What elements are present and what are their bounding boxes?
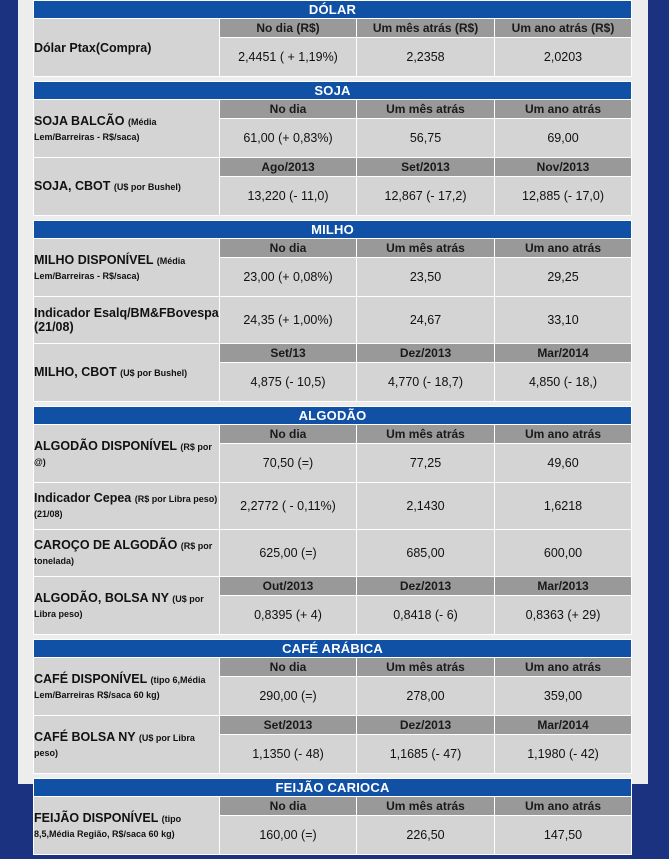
column-header-row bbox=[34, 158, 632, 177]
column-header-row bbox=[34, 658, 632, 677]
commodity-section bbox=[33, 778, 632, 855]
value-cell: 2,0203 bbox=[495, 38, 632, 77]
row-label-unit: (U$ por Bushel) bbox=[113, 182, 181, 192]
section-banner: ALGODÃO bbox=[34, 407, 632, 425]
page-body bbox=[18, 0, 648, 842]
column-header: Um ano atrás bbox=[495, 797, 632, 816]
column-header: Dez/2013 bbox=[357, 577, 495, 596]
column-header: Nov/2013 bbox=[495, 158, 632, 177]
value-cell: 1,6218 bbox=[495, 483, 632, 530]
section-banner: SOJA bbox=[34, 82, 632, 100]
value-cell: 2,1430 bbox=[357, 483, 495, 530]
column-header: Mar/2014 bbox=[495, 716, 632, 735]
right-blue-rail bbox=[648, 0, 669, 784]
value-cell: 1,1685 (- 47) bbox=[357, 735, 495, 774]
column-header: No dia bbox=[220, 100, 357, 119]
value-cell: 1,1980 (- 42) bbox=[495, 735, 632, 774]
column-header: Um ano atrás (R$) bbox=[495, 19, 632, 38]
row-label-name: FEIJÃO DISPONÍVEL bbox=[34, 810, 159, 825]
row-label bbox=[34, 530, 220, 577]
value-cell: 4,770 (- 18,7) bbox=[357, 363, 495, 402]
commodity-section bbox=[33, 639, 632, 774]
row-label-name: CAFÉ DISPONÍVEL bbox=[34, 671, 147, 686]
value-cell: 4,875 (- 10,5) bbox=[220, 363, 357, 402]
row-label-name: MILHO DISPONÍVEL bbox=[34, 252, 154, 267]
value-cell: 0,8363 (+ 29) bbox=[495, 596, 632, 635]
value-cell: 685,00 bbox=[357, 530, 495, 577]
value-cell: 77,25 bbox=[357, 444, 495, 483]
value-cell: 13,220 (- 11,0) bbox=[220, 177, 357, 216]
column-header-row bbox=[34, 716, 632, 735]
row-label bbox=[34, 716, 220, 774]
column-header: Um mês atrás bbox=[357, 239, 495, 258]
commodity-section bbox=[33, 220, 632, 402]
column-header: Um mês atrás bbox=[357, 797, 495, 816]
row-label-unit: (R$ por @) bbox=[34, 441, 212, 467]
row-label-unit: (U$ por Bushel) bbox=[120, 368, 188, 378]
value-cell: 226,50 bbox=[357, 816, 495, 855]
column-header: No dia bbox=[220, 239, 357, 258]
column-header: Um ano atrás bbox=[495, 100, 632, 119]
section-banner: MILHO bbox=[34, 221, 632, 239]
row-label-name: CAFÉ BOLSA NY bbox=[34, 729, 136, 744]
column-header: Ago/2013 bbox=[220, 158, 357, 177]
column-header: Dez/2013 bbox=[357, 716, 495, 735]
value-cell: 0,8418 (- 6) bbox=[357, 596, 495, 635]
value-cell: 0,8395 (+ 4) bbox=[220, 596, 357, 635]
column-header: Um ano atrás bbox=[495, 658, 632, 677]
value-cell: 359,00 bbox=[495, 677, 632, 716]
row-label-name: Indicador Cepea bbox=[34, 491, 132, 505]
column-header-row bbox=[34, 425, 632, 444]
value-cell: 290,00 (=) bbox=[220, 677, 357, 716]
value-cell: 56,75 bbox=[357, 119, 495, 158]
row-label-unit: (U$ por Libra peso) bbox=[34, 732, 195, 758]
row-label-unit: (tipo 8,5,Média Região, R$/saca 60 kg) bbox=[34, 813, 182, 839]
row-label bbox=[34, 483, 220, 530]
row-label bbox=[34, 658, 220, 716]
value-cell: 69,00 bbox=[495, 119, 632, 158]
row-label bbox=[34, 425, 220, 483]
commodity-section bbox=[33, 0, 632, 77]
column-header: Mar/2014 bbox=[495, 344, 632, 363]
row-label-name: MILHO, CBOT bbox=[34, 365, 117, 379]
column-header: Set/2013 bbox=[220, 716, 357, 735]
value-cell: 2,4451 ( + 1,19%) bbox=[220, 38, 357, 77]
value-cell: 61,00 (+ 0,83%) bbox=[220, 119, 357, 158]
value-cell: 278,00 bbox=[357, 677, 495, 716]
value-cell: 4,850 (- 18,) bbox=[495, 363, 632, 402]
column-header-row bbox=[34, 239, 632, 258]
column-header-row bbox=[34, 797, 632, 816]
section-banner: FEIJÃO CARIOCA bbox=[34, 779, 632, 797]
row-label bbox=[34, 19, 220, 77]
column-header: No dia bbox=[220, 797, 357, 816]
value-cell: 1,1350 (- 48) bbox=[220, 735, 357, 774]
value-cell: 23,00 (+ 0,08%) bbox=[220, 258, 357, 297]
value-cell: 147,50 bbox=[495, 816, 632, 855]
column-header: No dia (R$) bbox=[220, 19, 357, 38]
section-banner: DÓLAR bbox=[34, 1, 632, 19]
left-blue-rail bbox=[0, 0, 18, 784]
row-label bbox=[34, 297, 220, 344]
value-cell: 29,25 bbox=[495, 258, 632, 297]
row-label-unit: (R$ por tonelada) bbox=[34, 541, 213, 566]
column-header-row bbox=[34, 100, 632, 119]
value-cell: 49,60 bbox=[495, 444, 632, 483]
column-header: Um mês atrás (R$) bbox=[357, 19, 495, 38]
row-label bbox=[34, 100, 220, 158]
row-label-name: CAROÇO DE ALGODÃO bbox=[34, 538, 178, 552]
column-header-row bbox=[34, 19, 632, 38]
row-label-name: SOJA, CBOT bbox=[34, 179, 111, 193]
value-cell: 24,67 bbox=[357, 297, 495, 344]
row-label-unit: (tipo 6,Média Lem/Barreiras R$/saca 60 kg) bbox=[34, 674, 206, 700]
column-header: Out/2013 bbox=[220, 577, 357, 596]
quotes-content bbox=[33, 0, 631, 859]
value-cell: 2,2358 bbox=[357, 38, 495, 77]
value-cell: 600,00 bbox=[495, 530, 632, 577]
commodity-section bbox=[33, 81, 632, 216]
section-banner: CAFÉ ARÁBICA bbox=[34, 640, 632, 658]
value-cell: 70,50 (=) bbox=[220, 444, 357, 483]
column-header: No dia bbox=[220, 658, 357, 677]
column-header: Um mês atrás bbox=[357, 658, 495, 677]
row-label-unit: (Média Lem/Barreiras - R$/saca) bbox=[34, 116, 157, 142]
column-header-row bbox=[34, 344, 632, 363]
commodity-section bbox=[33, 406, 632, 635]
row-label bbox=[34, 797, 220, 855]
table-row bbox=[34, 530, 632, 577]
value-cell: 33,10 bbox=[495, 297, 632, 344]
value-cell: 12,885 (- 17,0) bbox=[495, 177, 632, 216]
row-label-name: Dólar Ptax(Compra) bbox=[34, 40, 152, 55]
column-header: Um mês atrás bbox=[357, 100, 495, 119]
row-label-name: ALGODÃO, BOLSA NY bbox=[34, 590, 169, 605]
row-label-name: Indicador Esalq/BM&FBovespa (21/08) bbox=[34, 306, 219, 334]
column-header: Mar/2013 bbox=[495, 577, 632, 596]
value-cell: 24,35 (+ 1,00%) bbox=[220, 297, 357, 344]
row-label-unit: (Média Lem/Barreiras - R$/saca) bbox=[34, 255, 186, 281]
column-header: Dez/2013 bbox=[357, 344, 495, 363]
column-header: No dia bbox=[220, 425, 357, 444]
row-label-unit: (R$ por Libra peso) (21/08) bbox=[34, 494, 218, 519]
row-label-name: SOJA BALCÃO bbox=[34, 113, 125, 128]
column-header: Um ano atrás bbox=[495, 239, 632, 258]
column-header: Set/13 bbox=[220, 344, 357, 363]
column-header-row bbox=[34, 577, 632, 596]
row-label bbox=[34, 577, 220, 635]
row-label bbox=[34, 158, 220, 216]
row-label-unit: (U$ por Libra peso) bbox=[34, 593, 204, 619]
value-cell: 625,00 (=) bbox=[220, 530, 357, 577]
value-cell: 2,2772 ( - 0,11%) bbox=[220, 483, 357, 530]
table-row bbox=[34, 297, 632, 344]
column-header: Um ano atrás bbox=[495, 425, 632, 444]
row-label bbox=[34, 344, 220, 402]
row-label-name: ALGODÃO DISPONÍVEL bbox=[34, 438, 177, 453]
table-row bbox=[34, 483, 632, 530]
value-cell: 12,867 (- 17,2) bbox=[357, 177, 495, 216]
column-header: Um mês atrás bbox=[357, 425, 495, 444]
row-label bbox=[34, 239, 220, 297]
column-header: Set/2013 bbox=[357, 158, 495, 177]
value-cell: 160,00 (=) bbox=[220, 816, 357, 855]
value-cell: 23,50 bbox=[357, 258, 495, 297]
